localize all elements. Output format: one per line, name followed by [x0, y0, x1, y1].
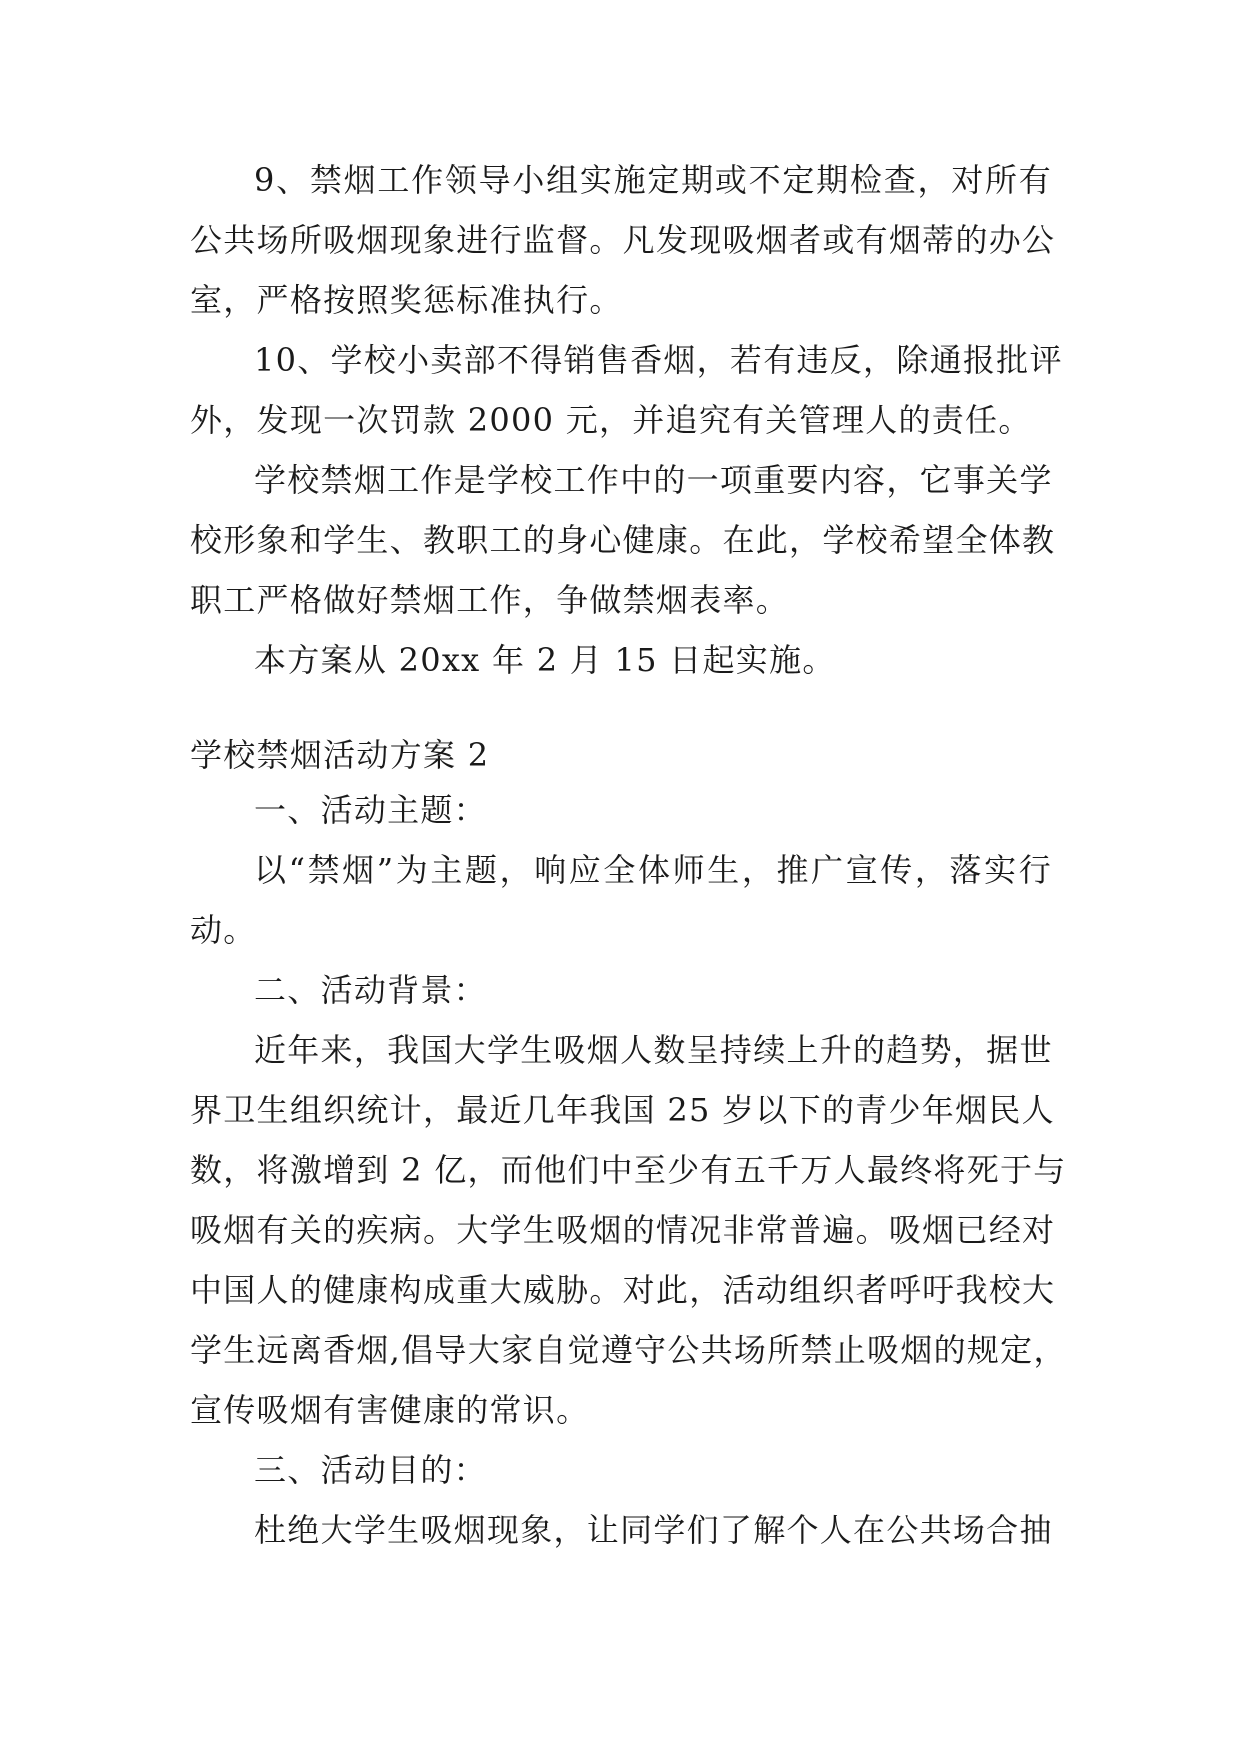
paragraph-line: 公共场所吸烟现象进行监督。凡发现吸烟者或有烟蒂的办公 [190, 221, 1056, 259]
paragraph-line: 动。 [190, 911, 257, 949]
heading-activity-theme: 一、活动主题： [254, 791, 487, 829]
paragraph-line: 近年来，我国大学生吸烟人数呈持续上升的趋势，据世 [254, 1031, 1053, 1069]
paragraph-line: 学生远离香烟,倡导大家自觉遵守公共场所禁止吸烟的规定， [190, 1331, 1067, 1369]
paragraph-line: 本方案从 20xx 年 2 月 15 日起实施。 [254, 641, 836, 679]
paragraph-line: 杜绝大学生吸烟现象，让同学们了解个人在公共场合抽 [254, 1511, 1053, 1549]
paragraph-line: 学校禁烟工作是学校工作中的一项重要内容，它事关学 [254, 461, 1053, 499]
paragraph-line: 职工严格做好禁烟工作，争做禁烟表率。 [190, 581, 790, 619]
paragraph-line: 数，将激增到 2 亿，而他们中至少有五千万人最终将死于与 [190, 1151, 1067, 1189]
paragraph-line: 中国人的健康构成重大威胁。对此，活动组织者呼吁我校大 [190, 1271, 1056, 1309]
heading-activity-background: 二、活动背景： [254, 971, 487, 1009]
paragraph-line: 以“禁烟”为主题，响应全体师生，推广宣传，落实行 [254, 851, 1052, 889]
paragraph-line: 外，发现一次罚款 2000 元，并追究有关管理人的责任。 [190, 401, 1032, 439]
paragraph-line: 吸烟有关的疾病。大学生吸烟的情况非常普遍。吸烟已经对 [190, 1211, 1056, 1249]
paragraph-line: 界卫生组织统计，最近几年我国 25 岁以下的青少年烟民人 [190, 1091, 1055, 1129]
paragraph-line: 10、学校小卖部不得销售香烟，若有违反，除通报批评 [254, 341, 1063, 379]
paragraph-line: 9、禁烟工作领导小组实施定期或不定期检查，对所有 [254, 161, 1052, 199]
heading-activity-purpose: 三、活动目的： [254, 1451, 487, 1489]
paragraph-line: 室，严格按照奖惩标准执行。 [190, 281, 623, 319]
section-title: 学校禁烟活动方案 2 [190, 736, 490, 774]
paragraph-line: 校形象和学生、教职工的身心健康。在此，学校希望全体教 [190, 521, 1056, 559]
paragraph-line: 宣传吸烟有害健康的常识。 [190, 1391, 590, 1429]
